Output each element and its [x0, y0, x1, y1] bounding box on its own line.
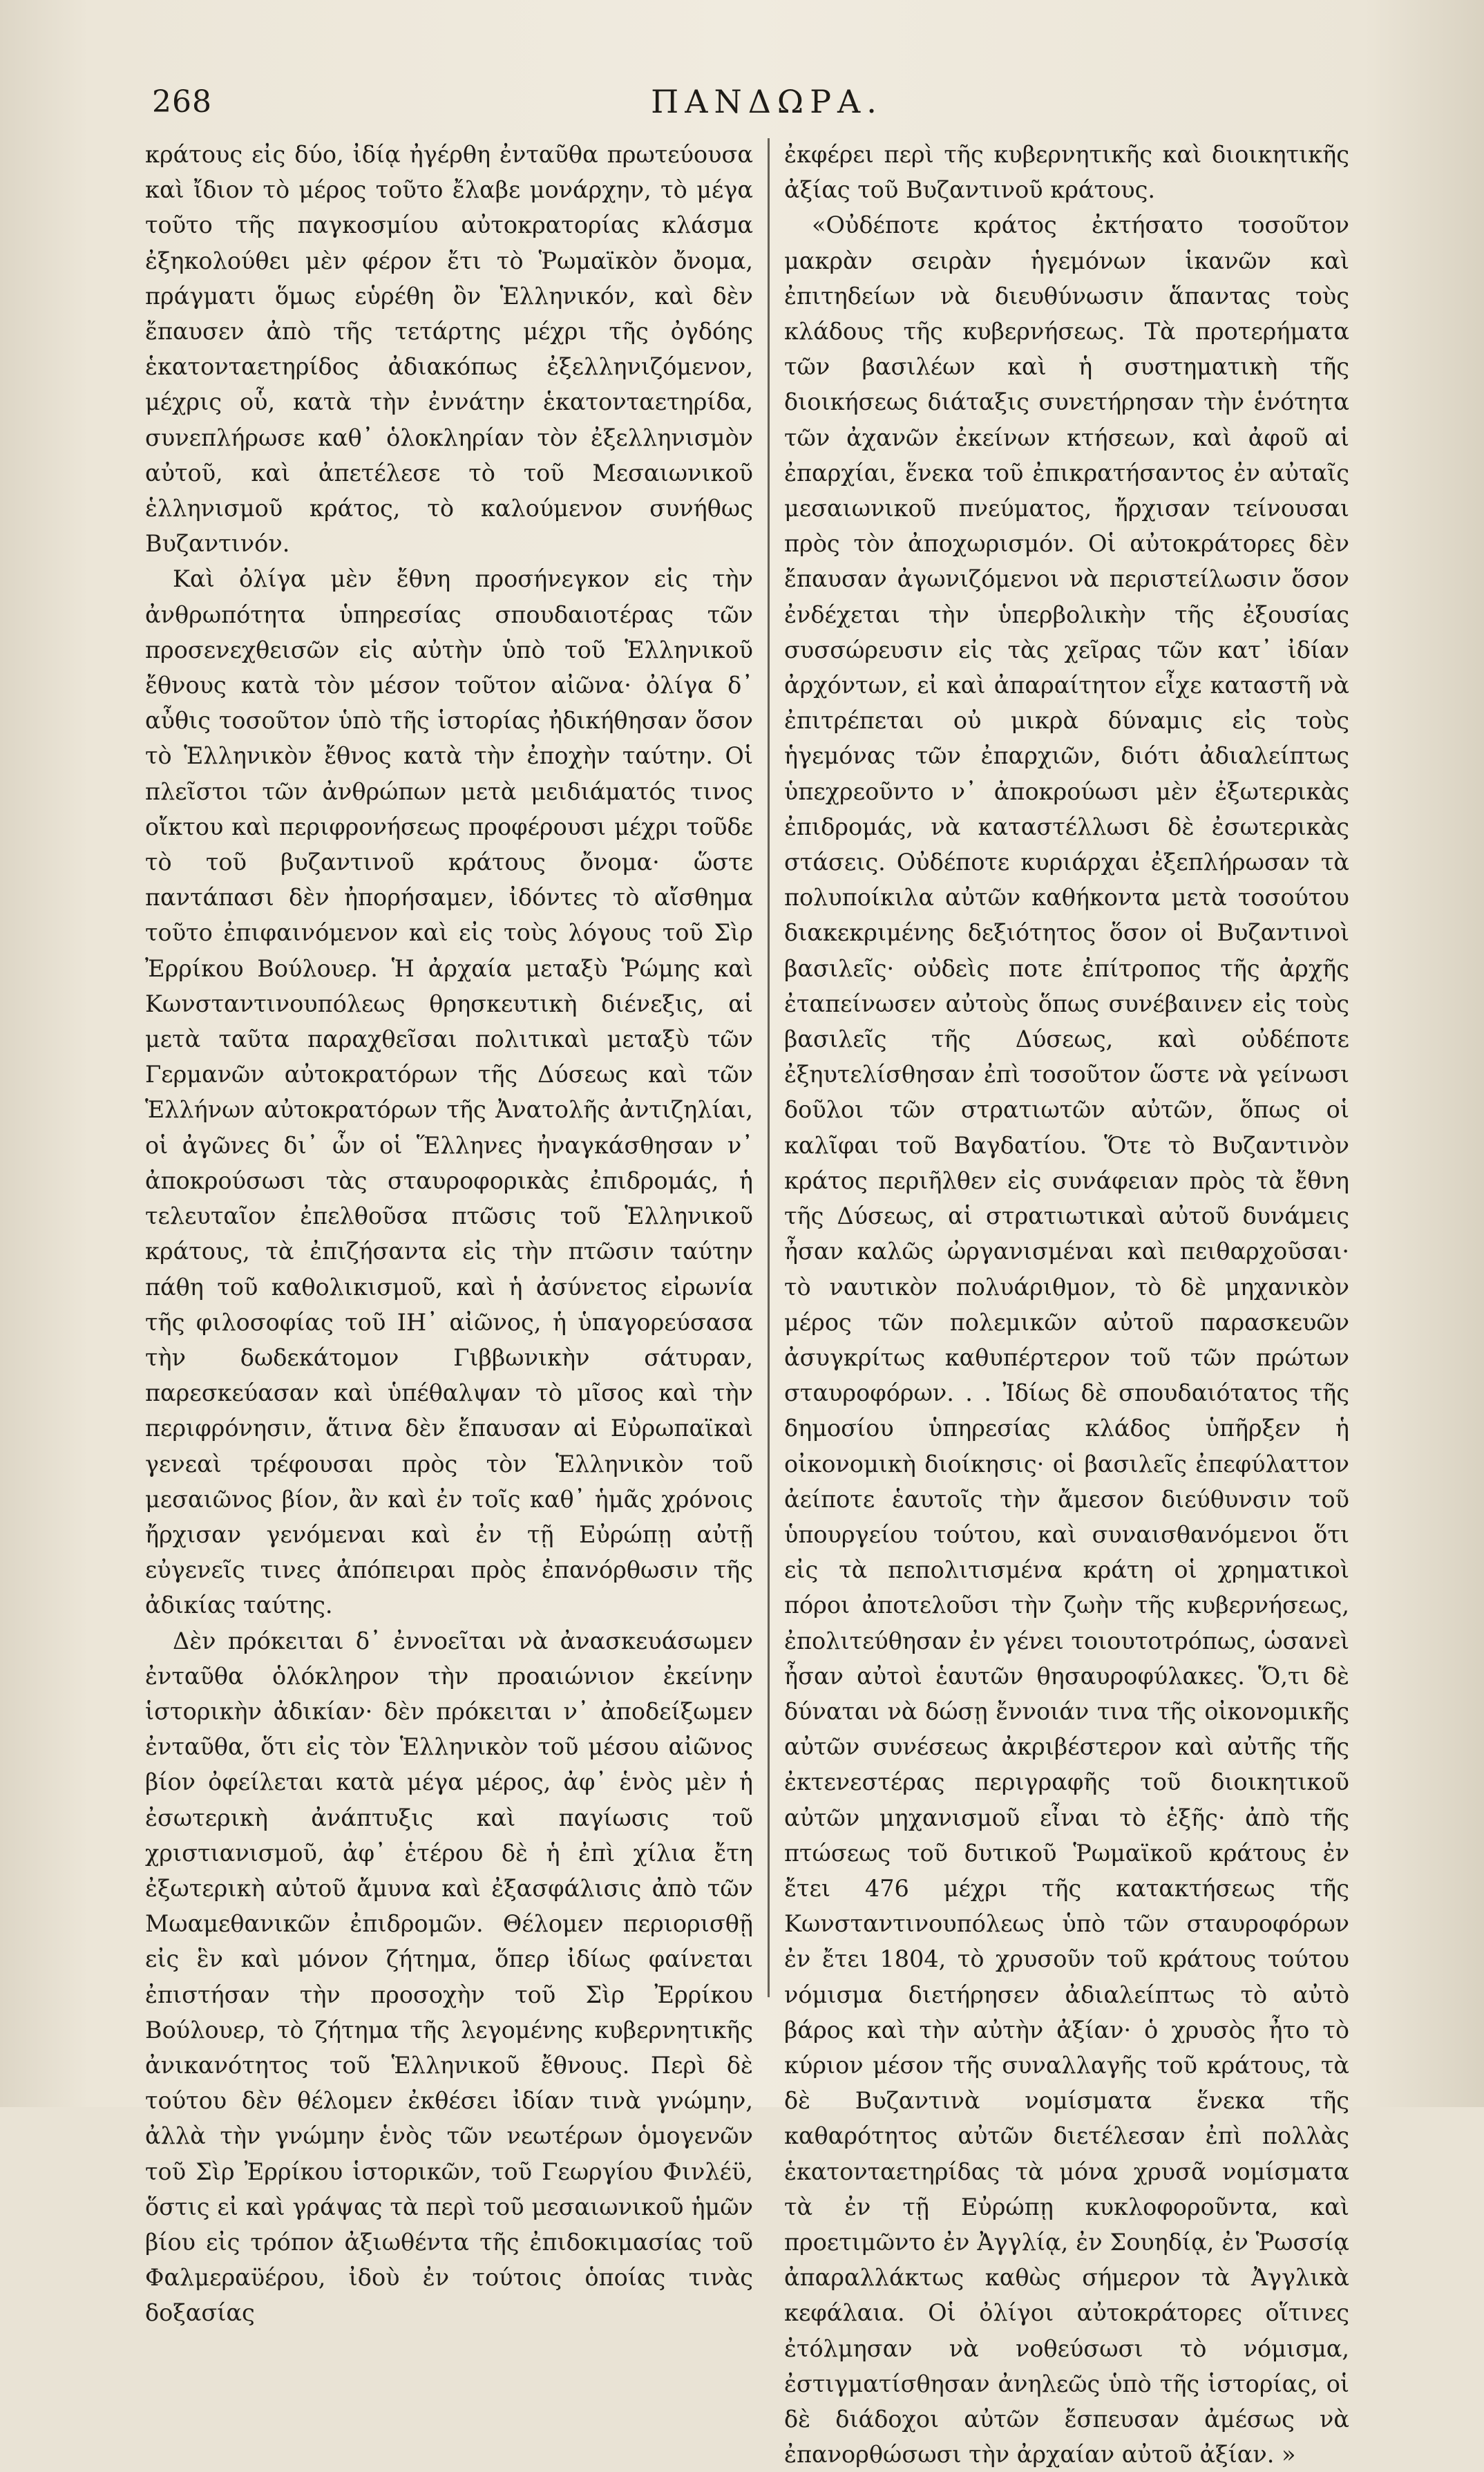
page-header [138, 77, 1396, 126]
paragraph: Καὶ ὀλίγα μὲν ἔθνη προσήνεγκον εἰς τὴν ἀνθρωπότητα ὑπηρεσίας σπουδαιοτέρας τῶν προσενεχθεισῶν εἰς αὐτὴν ὑπὸ τοῦ Ἑλληνικοῦ ἔθνους κατὰ τὸν μέσον τοῦτον αἰῶνα· ὀλίγα δ᾽ αὖθις τοσοῦτον ὑπὸ τῆς ἱστορίας ἠδικήθησαν ὅσον τὸ Ἑλληνικὸν ἔθνος κατὰ τὴν ἐποχὴν ταύτην. Οἱ πλεῖστοι τῶν ἀνθρώπων μετὰ μειδιάματός τινος οἴκτου καὶ περιφρονήσεως προφέρουσι μέχρι τοῦδε τὸ τοῦ βυζαντινοῦ κράτους ὄνομα· ὥστε παντάπασι δὲν ἠπορήσαμεν, ἰδόντες τὸ αἴσθημα τοῦτο ἐπιφαινόμενον καὶ εἰς τοὺς λόγους τοῦ Σὶρ Ἐρρίκου Βούλουερ. Ἡ ἀρχαία μεταξὺ Ῥώμης καὶ Κωνσταντινουπόλεως θρησκευτικὴ διένεξις, αἱ μετὰ ταῦτα παραχθεῖσαι πολιτικαὶ μεταξὺ τῶν Γερμανῶν αὐτοκρατόρων τῆς Δύσεως καὶ τῶν Ἑλλήνων αὐτοκρατόρων τῆς Ἀνατολῆς ἀντιζηλίαι, οἱ ἀγῶνες δι᾽ ὧν οἱ Ἕλληνες ἠναγκάσθησαν ν᾽ ἀποκρούσωσι τὰς σταυροφορικὰς ἐπιδρομάς, ἡ τελευταῖον ἐπελθοῦσα πτῶσις τοῦ Ἑλληνικοῦ κράτους, τὰ ἐπιζήσαντα εἰς τὴν πτῶσιν ταύτην πάθη τοῦ καθολικισμοῦ, καὶ ἡ ἀσύνετος εἰρωνία τῆς φιλοσοφίας τοῦ ΙΗ᾽ αἰῶνος, ἡ ὑπαγορεύσασα τὴν δωδεκάτομον Γιββωνικὴν σάτυραν, παρεσκεύασαν καὶ ὑπέθαλψαν τὸ μῖσος καὶ τὴν περιφρόνησιν, ἅτινα δὲν ἔπαυσαν αἱ Εὐρωπαϊκαὶ γενεαὶ τρέφουσαι πρὸς τὸν Ἑλληνικὸν τοῦ μεσαιῶνος βίον, ἂν καὶ ἐν τοῖς καθ᾽ ἡμᾶς χρόνοις ἤρχισαν γενόμεναι καὶ ἐν τῇ Εὐρώπῃ αὐτῇ εὐγενεῖς τινες ἀπόπειραι πρὸς ἐπανόρθωσιν τῆς ἀδικίας ταύτης. [145, 565, 753, 1619]
page-number: 268 [152, 84, 212, 120]
left-column [145, 137, 753, 2331]
quoted-paragraph: «Οὐδέποτε κράτος ἐκτήσατο τοσοῦτον μακρὰν σειρὰν ἡγεμόνων ἱκανῶν καὶ ἐπιτηδείων νὰ διευθύνωσιν ἅπαντας τοὺς κλάδους τῆς κυβερνήσεως. Τὰ προτερήματα τῶν βασιλέων καὶ ἡ συστηματικὴ τῆς διοικήσεως διάταξις συνετήρησαν τὴν ἑνότητα τῶν ἀχανῶν ἐκείνων κτήσεων, καὶ ἀφοῦ αἱ ἐπαρχίαι, ἕνεκα τοῦ ἐπικρατήσαντος ἐν αὐταῖς μεσαιωνικοῦ πνεύματος, ἤρχισαν τείνουσαι πρὸς τὸν ἀποχωρισμόν. Οἱ αὐτοκράτορες δὲν ἔπαυσαν ἀγωνιζόμενοι νὰ περιστείλωσιν ὅσον ἐνδέχεται τὴν ὑπερβολικὴν τῆς ἐξουσίας συσσώρευσιν εἰς τὰς χεῖρας τῶν κατ᾽ ἰδίαν ἀρχόντων, εἰ καὶ ἀπαραίτητον εἶχε καταστῆ νὰ ἐπιτρέπεται οὐ μικρὰ δύναμις εἰς τοὺς ἡγεμόνας τῶν ἐπαρχιῶν, διότι ἀδιαλείπτως ὑπεχρεοῦντο ν᾽ ἀποκρούωσι μὲν ἐξωτερικὰς ἐπιδρομάς, νὰ καταστέλλωσι δὲ ἐσωτερικὰς στάσεις. Οὐδέποτε κυριάρχαι ἐξεπλήρωσαν τὰ πολυποίκιλα αὐτῶν καθήκοντα μετὰ τοσούτου διακεκριμένης δεξιότητος ὅσον οἱ Βυζαντινοὶ βασιλεῖς· οὐδεὶς ποτε ἐπίτροπος τῆς ἀρχῆς ἐταπείνωσεν αὐτοὺς ὅπως συνέβαινεν εἰς τοὺς βασιλεῖς τῆς Δύσεως, καὶ οὐδέποτε ἐξηυτελίσθησαν ἐπὶ τοσοῦτον ὥστε νὰ γείνωσι δοῦλοι τῶν στρατιωτῶν αὐτῶν, ὅπως οἱ καλῖφαι τοῦ Βαγδατίου. Ὅτε τὸ Βυζαντινὸν κράτος περιῆλθεν εἰς συνάφειαν πρὸς τὰ ἔθνη τῆς Δύσεως, αἱ στρατιωτικαὶ αὐτοῦ δυνάμεις ἦσαν καλῶς ὠργανισμέναι καὶ πειθαρχοῦσαι· τὸ ναυτικὸν πολυάριθμον, τὸ δὲ μηχανικὸν μέρος τῶν πολεμικῶν αὐτοῦ παρασκευῶν ἀσυγκρίτως καθυπέρτερον τοῦ τῶν πρώτων σταυροφόρων. . . Ἰδίως δὲ σπουδαιότατος τῆς δημοσίου ὑπηρεσίας κλάδος ὑπῆρξεν ἡ οἰκονομικὴ διοίκησις· οἱ βασιλεῖς ἐπεφύλαττον ἀείποτε ἑαυτοῖς τὴν ἄμεσον διεύθυνσιν τοῦ ὑπουργείου τούτου, καὶ συναισθανόμενοι ὅτι εἰς τὰ πεπολιτισμένα κράτη οἱ χρηματικοὶ πόροι ἀποτελοῦσι τὴν ζωὴν τῆς κυβερνήσεως, ἐπολιτεύθησαν ἐν γένει τοιουτοτρόπως, ὡσανεὶ ἦσαν αὐτοὶ ἑαυτῶν θησαυροφύλακες. Ὅ,τι δὲ δύναται νὰ δώσῃ ἔννοιάν τινα τῆς οἰκονομικῆς αὐτῶν συνέσεως ἀκριβέστερον καὶ αὐτῆς τῆς ἐκτενεστέρας περιγραφῆς τοῦ διοικητικοῦ αὐτῶν μηχανισμοῦ εἶναι τὸ ἑξῆς· ἀπὸ τῆς πτώσεως τοῦ δυτικοῦ Ῥωμαϊκοῦ κράτους ἐν ἔτει 476 μέχρι τῆς κατακτήσεως τῆς Κωνσταντινουπόλεως ὑπὸ τῶν σταυροφόρων ἐν ἔτει 1804, τὸ χρυσοῦν τοῦ κράτους τούτου νόμισμα διετήρησεν ἀδιαλείπτως τὸ αὐτὸ βάρος καὶ τὴν αὐτὴν ἀξίαν· ὁ χρυσὸς ἦτο τὸ κύριον μέσον τῆς συναλλαγῆς τοῦ κράτους, τὰ δὲ Βυζαντινὰ νομίσματα ἕνεκα τῆς καθαρότητος αὐτῶν διετέλεσαν ἐπὶ πολλὰς ἑκατονταετηρίδας τὰ μόνα χρυσᾶ νομίσματα τὰ ἐν τῇ Εὐρώπῃ κυκλοφοροῦντα, καὶ προετιμῶντο ἐν Ἀγγλίᾳ, ἐν Σουηδίᾳ, ἐν Ῥωσσίᾳ ἀπαραλλάκτως καθὼς σήμερον τὰ Ἀγγλικὰ κεφάλαια. Οἱ ὀλίγοι αὐτοκράτορες οἵτινες ἐτόλμησαν νὰ νοθεύσωσι τὸ νόμισμα, ἐστιγματίσθησαν ἀνηλεῶς ὑπὸ τῆς ἱστορίας, οἱ δὲ διάδοχοι αὐτῶν ἔσπευσαν ἀμέσως νὰ ἐπανορθώσωσι τὴν ἀρχαίαν αὐτοῦ ἀξίαν. » [784, 211, 1349, 2469]
paragraph: ἐκφέρει περὶ τῆς κυβερνητικῆς καὶ διοικητικῆς ἀξίας τοῦ Βυζαντινοῦ κράτους. [784, 141, 1349, 204]
paragraph: Δὲν πρόκειται δ᾽ ἐννοεῖται νὰ ἀνασκευάσωμεν ἐνταῦθα ὁλόκληρον τὴν προαιώνιον ἐκείνην ἱστορικὴν ἀδικίαν· δὲν πρόκειται ν᾽ ἀποδείξωμεν ἐνταῦθα, ὅτι εἰς τὸν Ἑλληνικὸν τοῦ μέσου αἰῶνος βίον ὀφείλεται κατὰ μέγα μέρος, ἀφ᾽ ἑνὸς μὲν ἡ ἐσωτερικὴ ἀνάπτυξις καὶ παγίωσις τοῦ χριστιανισμοῦ, ἀφ᾽ ἑτέρου δὲ ἡ ἐπὶ χίλια ἔτη ἐξωτερικὴ αὐτοῦ ἄμυνα καὶ ἐξασφάλισις ἀπὸ τῶν Μωαμεθανικῶν ἐπιδρομῶν. Θέλομεν περιορισθῇ εἰς ἓν καὶ μόνον ζήτημα, ὅπερ ἰδίως φαίνεται ἐπιστήσαν τὴν προσοχὴν τοῦ Σὶρ Ἐρρίκου Βούλουερ, τὸ ζήτημα τῆς λεγομένης κυβερνητικῆς ἀνικανότητος τοῦ Ἑλληνικοῦ ἔθνους. Περὶ δὲ τούτου δὲν θέλομεν ἐκθέσει ἰδίαν τινὰ γνώμην, ἀλλὰ τὴν γνώμην ἑνὸς τῶν νεωτέρων ὁμογενῶν τοῦ Σὶρ Ἐρρίκου ἱστορικῶν, τοῦ Γεωργίου Φινλέϋ, ὅστις εἰ καὶ γράψας τὰ περὶ τοῦ μεσαιωνικοῦ ἡμῶν βίου εἰς τρόπον ἀξιωθέντα τῆς ἐπιδοκιμασίας τοῦ Φαλμεραϋέρου, ἰδοὺ ἐν τούτοις ὁποίας τινὰς δοξασίας [145, 1627, 753, 2327]
paragraph: κράτους εἰς δύο, ἰδίᾳ ἠγέρθη ἐνταῦθα πρωτεύουσα καὶ ἴδιον τὸ μέρος τοῦτο ἔλαβε μονάρχην, τὸ μέγα τοῦτο τῆς παγκοσμίου αὐτοκρατορίας κλάσμα ἐξηκολούθει μὲν φέρον ἔτι τὸ Ῥωμαϊκὸν ὄνομα, πράγματι ὅμως εὑρέθη ὂν Ἑλληνικόν, καὶ δὲν ἔπαυσεν ἀπὸ τῆς τετάρτης μέχρι τῆς ὀγδόης ἑκατονταετηρίδος ἀδιακόπως ἐξελληνιζόμενον, μέχρις οὗ, κατὰ τὴν ἐννάτην ἑκατονταετηρίδα, συνεπλήρωσε καθ᾽ ὁλοκληρίαν τὸν ἐξελληνισμὸν αὐτοῦ, καὶ ἀπετέλεσε τὸ τοῦ Μεσαιωνικοῦ ἑλληνισμοῦ κράτος, τὸ καλούμενον συνήθως Βυζαντινόν. [145, 141, 753, 558]
running-title: ΠΑΝΔΩΡΑ. [651, 83, 883, 120]
right-column [784, 137, 1349, 2472]
column-divider [768, 138, 770, 1997]
